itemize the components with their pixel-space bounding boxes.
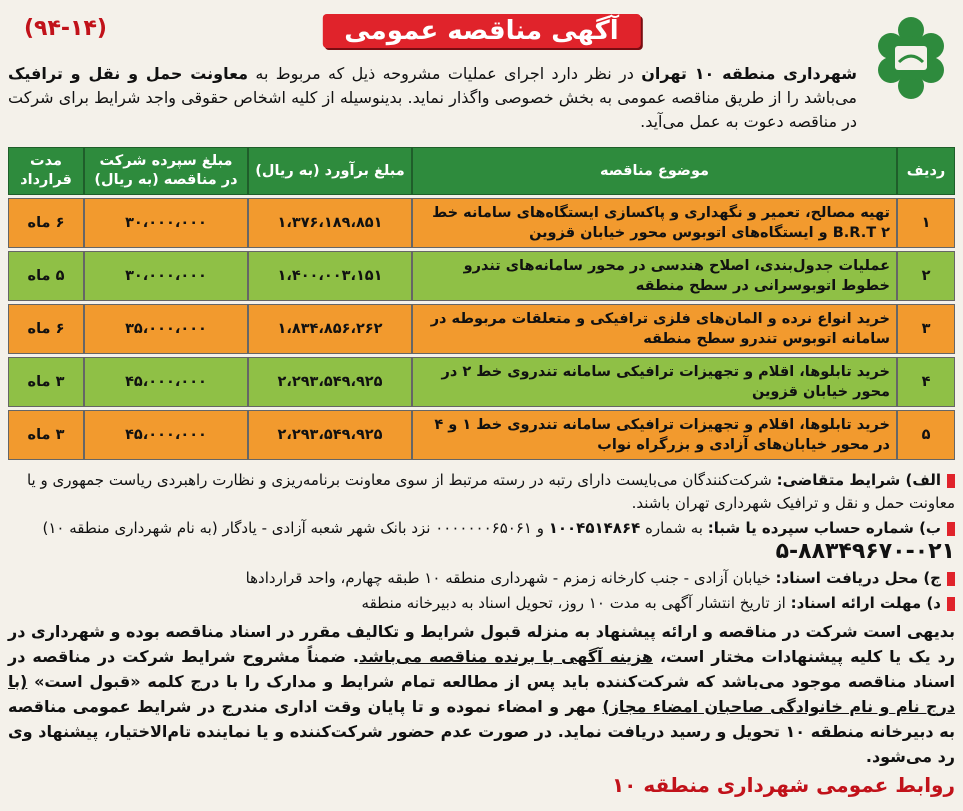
condition-a-text: شرکت‌کنندگان می‌بایست دارای رتبه در رسته مرتبط از سوی معاونت برنامه‌ریزی و نظارت راهبردی ریاست جمهوری و یا معاونت حمل و نقل و ترافیک شهرداری تهران باشند. xyxy=(26,471,955,512)
municipality-logo-icon xyxy=(873,16,949,104)
conditions-section xyxy=(8,469,955,615)
cell-subject: خرید انواع نرده و المان‌های فلزی ترافیکی و متعلقات مربوطه در سامانه اتوبوس تندرو سطح منطقه xyxy=(412,304,897,354)
table-row xyxy=(8,251,955,301)
notice-title: آگهی مناقصه عمومی xyxy=(322,14,640,48)
closing-text-2: . ضمناً مشروح شرایط شرکت در مناقصه در اسناد مناقصه موجود می‌باشد که شرکت‌کننده باید پس از مطالعه تمام شرایط و مدارک را با درج کلمه «قبول است» xyxy=(8,647,955,691)
cell-deposit: ۴۵،۰۰۰،۰۰۰ xyxy=(84,410,248,460)
bullet-icon xyxy=(947,572,955,586)
closing-underlined-2: (با درج نام و نام خانوادگی صاحبان امضاء مجاز) xyxy=(8,672,955,716)
account-number: ۱۰۰۴۵۱۴۸۶۴ xyxy=(548,519,641,537)
condition-c-text: خیابان آزادی - جنب کارخانه زمزم - شهرداری منطقه ۱۰ طبقه چهارم، واحد قراردادها xyxy=(245,569,776,587)
cell-deposit: ۳۵،۰۰۰،۰۰۰ xyxy=(84,304,248,354)
cell-estimate: ۱،۴۰۰،۰۰۳،۱۵۱ xyxy=(248,251,412,301)
cell-deposit: ۴۵،۰۰۰،۰۰۰ xyxy=(84,357,248,407)
cell-duration: ۳ ماه xyxy=(8,410,84,460)
cell-row-number: ۱ xyxy=(897,198,955,248)
cell-subject: عملیات جدول‌بندی، اصلاح هندسی در محور سامانه‌های تندرو خطوط اتوبوسرانی در سطح منطقه xyxy=(412,251,897,301)
condition-c-label: ج) محل دریافت اسناد: xyxy=(775,569,941,587)
condition-d-text: از تاریخ انتشار آگهی به مدت ۱۰ روز، تحویل اسناد به دبیرخانه منطقه xyxy=(361,594,791,612)
cell-estimate: ۲،۲۹۳،۵۴۹،۹۲۵ xyxy=(248,357,412,407)
condition-a-label: الف) شرایط متقاضی: xyxy=(776,471,941,489)
cell-deposit: ۳۰،۰۰۰،۰۰۰ xyxy=(84,251,248,301)
condition-a xyxy=(8,469,955,515)
tender-table xyxy=(8,144,955,463)
intro-text-1: در نظر دارد اجرای عملیات مشروحه ذیل که مربوط به xyxy=(248,64,642,83)
bullet-icon xyxy=(947,597,955,611)
header-subject: موضوع مناقصه xyxy=(412,147,897,195)
condition-b-label: ب) شماره حساب سپرده یا شبا: xyxy=(707,519,941,537)
condition-b xyxy=(8,517,955,565)
intro-org: شهرداری منطقه ۱۰ تهران xyxy=(641,64,858,83)
intro-dept: معاونت حمل و نقل و ترافیک xyxy=(8,64,249,83)
cell-estimate: ۱،۸۳۴،۸۵۶،۲۶۲ xyxy=(248,304,412,354)
intro-paragraph xyxy=(8,62,857,138)
cell-row-number: ۲ xyxy=(897,251,955,301)
cell-subject: تهیه مصالح، تعمیر و نگهداری و پاکسازی ایستگاه‌های سامانه خط B.R.T ۲ و ایستگاه‌های اتوبوس محور خیابان قزوین xyxy=(412,198,897,248)
header-estimate: مبلغ برآورد (به ریال) xyxy=(248,147,412,195)
closing-paragraph xyxy=(8,619,955,769)
header-deposit: مبلغ سپرده شرکت در مناقصه (به ریال) xyxy=(84,147,248,195)
cell-duration: ۶ ماه xyxy=(8,304,84,354)
closing-text-3: مهر و امضاء نموده و تا پایان وقت اداری مندرج در شرایط عمومی مناقصه به دبیرخانه منطقه ۱۰ تحویل و رسید دریافت نماید. در صورت عدم حضور شرکت‌کننده و یا نماینده تام‌الاختیار، پیشنهاد وی رد می‌شود. xyxy=(8,697,955,766)
condition-d-label: د) مهلت ارائه اسناد: xyxy=(790,594,941,612)
public-relations-signature: روابط عمومی شهرداری منطقه ۱۰ xyxy=(611,773,955,797)
cell-row-number: ۴ xyxy=(897,357,955,407)
bullet-icon xyxy=(947,522,955,536)
bullet-icon xyxy=(947,474,955,488)
condition-b-text-2: و ۰۰۰۰۰۰۰۶۵۰۶۱ نزد بانک شهر شعبه آزادی - یادگار (به نام شهرداری منطقه ۱۰) xyxy=(42,519,549,537)
notice-code: (۹۴-۱۴) xyxy=(24,16,107,41)
cell-duration: ۶ ماه xyxy=(8,198,84,248)
cell-estimate: ۲،۲۹۳،۵۴۹،۹۲۵ xyxy=(248,410,412,460)
table-row xyxy=(8,198,955,248)
cell-subject: خرید تابلوها، اقلام و تجهیزات ترافیکی سامانه تندروی خط ۱ و ۴ در محور خیابان‌های آزادی و بزرگراه نواب xyxy=(412,410,897,460)
cell-estimate: ۱،۳۷۶،۱۸۹،۸۵۱ xyxy=(248,198,412,248)
condition-c xyxy=(8,567,955,590)
table-header-row xyxy=(8,147,955,195)
table-row xyxy=(8,410,955,460)
cell-deposit: ۳۰،۰۰۰،۰۰۰ xyxy=(84,198,248,248)
closing-text-1: بدیهی است شرکت در مناقصه و ارائه پیشنهاد به منزله قبول شرایط و تکالیف مقرر در اسناد مناقصه بوده و شهرداری در رد یک یا کلیه پیشنهادات مختار است، xyxy=(8,622,956,666)
table-row xyxy=(8,304,955,354)
condition-d xyxy=(8,592,955,615)
cell-duration: ۵ ماه xyxy=(8,251,84,301)
cell-duration: ۳ ماه xyxy=(8,357,84,407)
intro-text-2: می‌باشد را از طریق مناقصه عمومی به بخش خصوصی واگذار نماید. بدینوسیله از کلیه اشخاص حقوقی واجد شرایط برای شرکت در مناقصه دعوت به عمل می‌آید. xyxy=(8,88,857,131)
cell-row-number: ۵ xyxy=(897,410,955,460)
header-row-number: ردیف xyxy=(897,147,955,195)
table-row xyxy=(8,357,955,407)
cell-subject: خرید تابلوها، اقلام و تجهیزات ترافیکی سامانه تندروی خط ۲ در محور خیابان قزوین xyxy=(412,357,897,407)
condition-b-text-1: به شماره xyxy=(640,519,708,537)
cell-row-number: ۳ xyxy=(897,304,955,354)
phone-number: ۰۲۱-۸۸۳۴۹۶۷۰-۵ xyxy=(775,539,955,564)
header-duration: مدت قرارداد xyxy=(8,147,84,195)
closing-underlined-1: هزینه آگهی با برنده مناقصه می‌باشد xyxy=(358,647,653,666)
notice-header xyxy=(8,6,955,54)
